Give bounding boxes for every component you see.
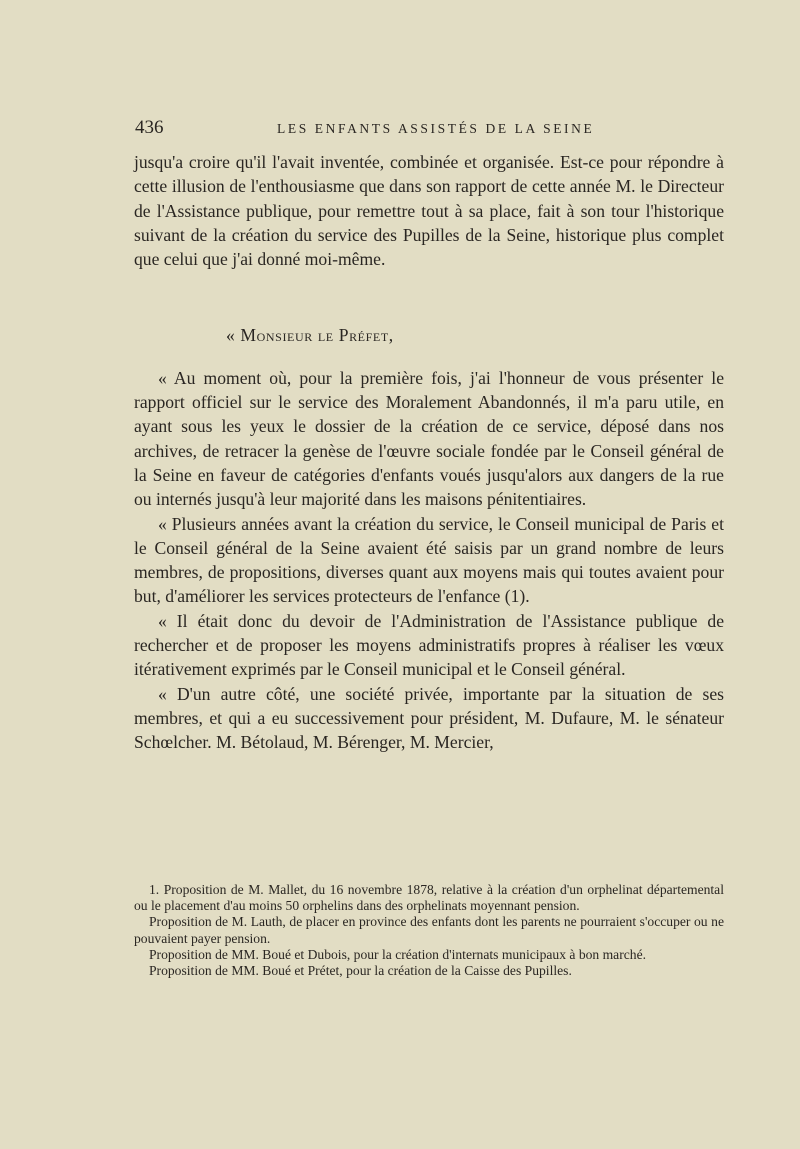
footnote: Proposition de MM. Boué et Prétet, pour la création de la Caisse des Pupilles. xyxy=(149,963,572,979)
running-title: LES ENFANTS ASSISTÉS DE LA SEINE xyxy=(277,121,595,136)
intro-paragraph: jusqu'a croire qu'il l'avait inventée, combinée et organisée. Est-ce pour répondre à cette illusion de l'enthousiasme que dans son rapport de cette année M. le Directeur de l'Assistance publique, pour remettre tout à sa place, fait à son tour l'historique suivant de la création du service des Pupilles de la Seine, historique plus complet que celui que j'ai donné moi-même. xyxy=(134,152,724,270)
paragraph: « D'un autre côté, une société privée, importante par la situation de ses membres, et qui a eu successivement pour président, M. Dufaure, M. le sénateur Schœlcher. M. Bétolaud, M. Bérenger, M. Mercier, xyxy=(134,683,724,753)
footnotes xyxy=(134,882,724,979)
paragraph: « Plusieurs années avant la création du service, le Conseil municipal de Paris et le Conseil général de la Seine avaient été saisis par un grand nombre de leurs membres, de propositions, diverses quant aux moyens mais qui toutes avaient pour but, d'améliorer les services protecteurs de l'enfance (1). xyxy=(134,513,724,607)
page-header xyxy=(135,117,725,139)
footnote: 1. Proposition de M. Mallet, du 16 novembre 1878, relative à la création d'un orphelinat départemental ou le placement d'au moins 50 orphelins dans des orphelinats moyennant pension. xyxy=(134,882,724,914)
footnote: Proposition de M. Lauth, de placer en province des enfants dont les parents ne pourraient s'occuper ou ne pouvaient payer pension. xyxy=(134,914,724,946)
page-number: 436 xyxy=(135,117,164,138)
footnote: Proposition de MM. Boué et Dubois, pour la création d'internats municipaux à bon marché. xyxy=(149,946,647,962)
paragraph: « Au moment où, pour la première fois, j'ai l'honneur de vous présenter le rapport officiel sur le service des Moralement Abandonnés, il m'a paru utile, en ayant sous les yeux le dossier de la création de ce service, déposé dans nos archives, de retracer la genèse de l'œuvre sociale fondée par le Conseil général de la Seine en faveur de catégories d'enfants voués jusqu'alors aux dangers de la rue ou internés jusqu'à leur majorité dans les maisons pénitentiaires. xyxy=(134,367,724,510)
paragraph: « Il était donc du devoir de l'Administration de l'Assistance publique de rechercher et de proposer les moyens administratifs propres à réaliser les vœux itérativement exprimés par le Conseil municipal et le Conseil général. xyxy=(134,610,724,680)
salutation: « Monsieur le Préfet, xyxy=(226,325,394,346)
main-text xyxy=(134,150,724,755)
